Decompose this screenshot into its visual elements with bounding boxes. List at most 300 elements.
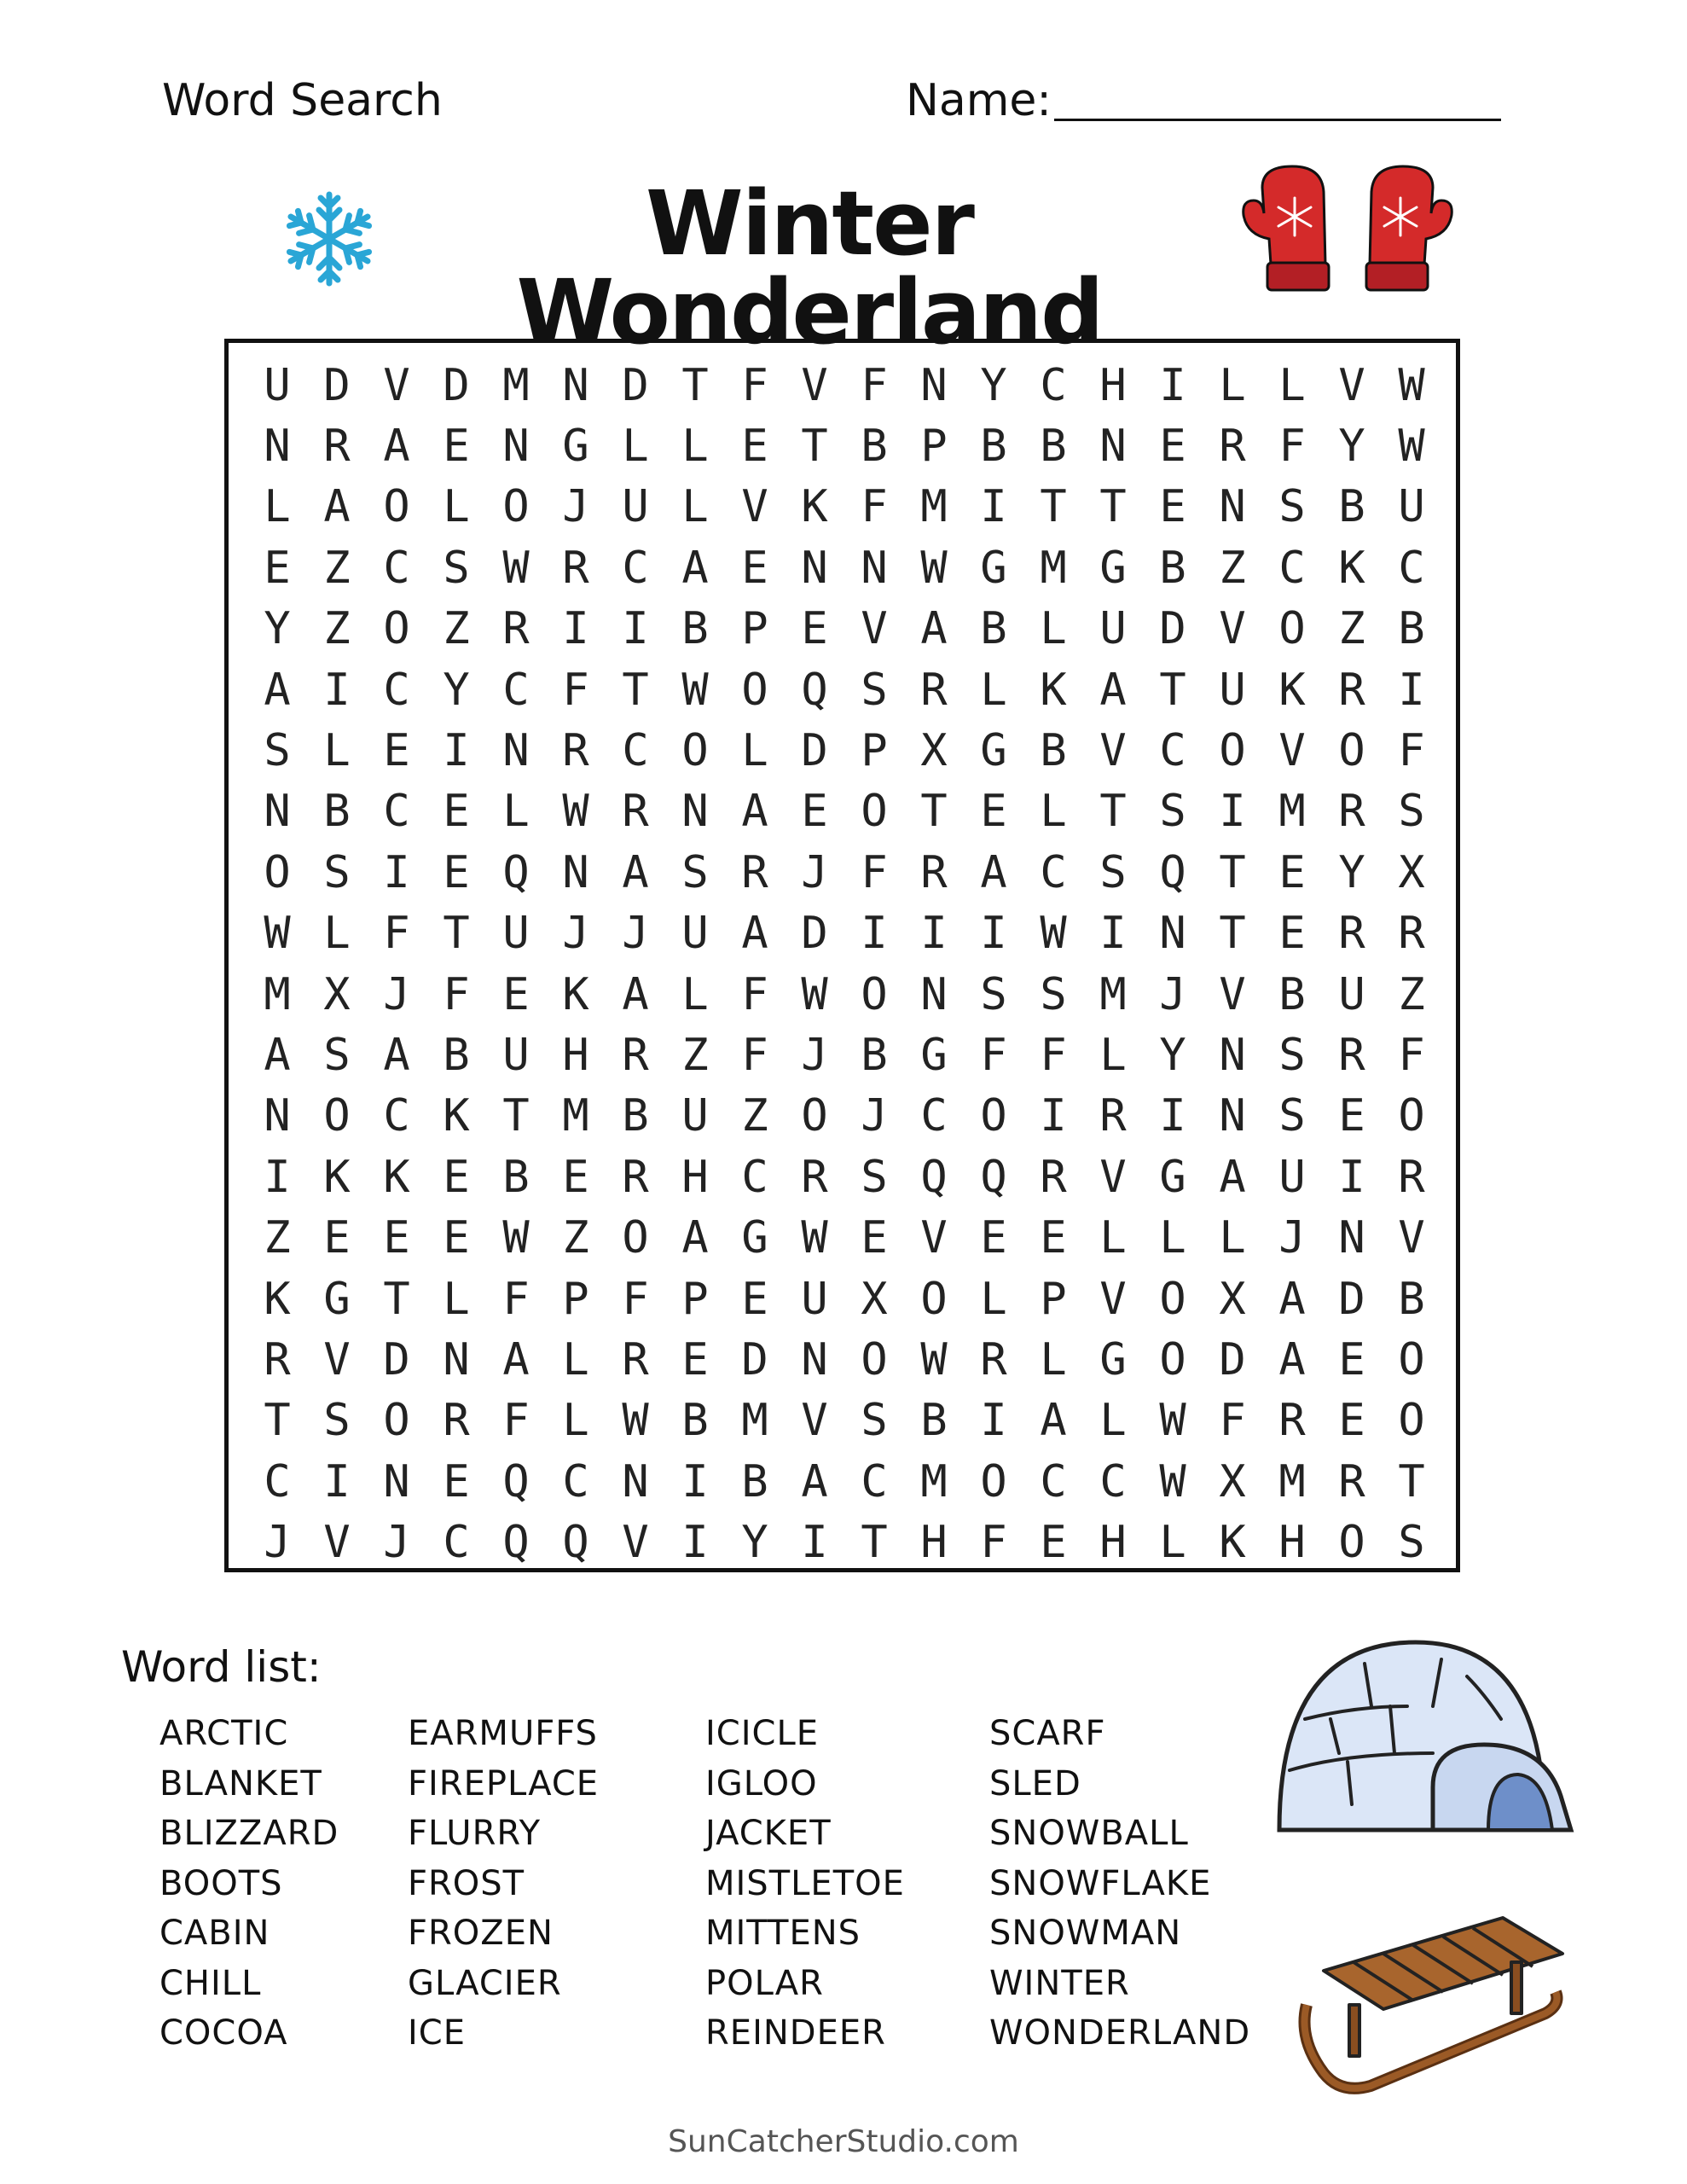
grid-letter[interactable]: Y bbox=[264, 603, 291, 655]
grid-letter[interactable]: Z bbox=[681, 1029, 709, 1081]
grid-letter[interactable]: Y bbox=[1159, 1029, 1186, 1081]
grid-letter[interactable]: A bbox=[681, 1212, 709, 1264]
grid-letter[interactable]: S bbox=[1278, 1090, 1306, 1142]
grid-letter[interactable]: F bbox=[383, 908, 410, 960]
grid-letter[interactable]: D bbox=[1338, 1273, 1365, 1325]
grid-letter[interactable]: K bbox=[1219, 1517, 1246, 1569]
grid-letter[interactable]: D bbox=[801, 725, 828, 777]
grid-letter[interactable]: F bbox=[861, 846, 888, 898]
grid-letter[interactable]: B bbox=[681, 1395, 709, 1447]
grid-letter[interactable]: R bbox=[264, 1333, 291, 1385]
grid-letter[interactable]: O bbox=[980, 1455, 1007, 1507]
grid-letter[interactable]: L bbox=[1278, 359, 1306, 411]
grid-letter[interactable]: H bbox=[1099, 359, 1127, 411]
grid-letter[interactable]: E bbox=[1278, 846, 1306, 898]
grid-letter[interactable]: O bbox=[801, 1090, 828, 1142]
grid-letter[interactable]: K bbox=[1278, 664, 1306, 716]
grid-letter[interactable]: G bbox=[1159, 1151, 1186, 1203]
grid-letter[interactable]: X bbox=[1398, 846, 1425, 898]
grid-letter[interactable]: L bbox=[681, 481, 709, 533]
grid-letter[interactable]: O bbox=[920, 1273, 948, 1325]
grid-letter[interactable]: B bbox=[1040, 421, 1067, 473]
grid-letter[interactable]: H bbox=[1278, 1517, 1306, 1569]
grid-letter[interactable]: W bbox=[1398, 359, 1425, 411]
grid-letter[interactable]: R bbox=[502, 603, 530, 655]
grid-letter[interactable]: C bbox=[1040, 846, 1067, 898]
grid-letter[interactable]: N bbox=[383, 1455, 410, 1507]
grid-letter[interactable]: Y bbox=[980, 359, 1007, 411]
grid-letter[interactable]: A bbox=[502, 1333, 530, 1385]
grid-letter[interactable]: G bbox=[980, 542, 1007, 594]
grid-letter[interactable]: A bbox=[801, 1455, 828, 1507]
grid-letter[interactable]: E bbox=[323, 1212, 351, 1264]
grid-letter[interactable]: Z bbox=[741, 1090, 768, 1142]
grid-letter[interactable]: I bbox=[323, 1455, 351, 1507]
grid-letter[interactable]: U bbox=[1338, 968, 1365, 1020]
grid-letter[interactable]: J bbox=[562, 481, 589, 533]
grid-letter[interactable]: J bbox=[1159, 968, 1186, 1020]
grid-letter[interactable]: E bbox=[1040, 1212, 1067, 1264]
grid-letter[interactable]: R bbox=[562, 725, 589, 777]
grid-letter[interactable]: F bbox=[1398, 1029, 1425, 1081]
grid-letter[interactable]: I bbox=[264, 1151, 291, 1203]
grid-letter[interactable]: D bbox=[1219, 1333, 1246, 1385]
grid-letter[interactable]: N bbox=[1219, 481, 1246, 533]
grid-letter[interactable]: E bbox=[1159, 421, 1186, 473]
grid-letter[interactable]: A bbox=[920, 603, 948, 655]
grid-letter[interactable]: N bbox=[622, 1455, 649, 1507]
grid-letter[interactable]: T bbox=[1099, 481, 1127, 533]
grid-letter[interactable]: I bbox=[1040, 1090, 1067, 1142]
grid-letter[interactable]: E bbox=[681, 1333, 709, 1385]
grid-letter[interactable]: D bbox=[741, 1333, 768, 1385]
grid-letter[interactable]: E bbox=[1338, 1333, 1365, 1385]
grid-letter[interactable]: K bbox=[801, 481, 828, 533]
grid-letter[interactable]: S bbox=[323, 846, 351, 898]
grid-letter[interactable]: C bbox=[264, 1455, 291, 1507]
grid-letter[interactable]: L bbox=[1159, 1212, 1186, 1264]
grid-letter[interactable]: O bbox=[1159, 1273, 1186, 1325]
grid-letter[interactable]: Z bbox=[323, 603, 351, 655]
grid-letter[interactable]: R bbox=[562, 542, 589, 594]
grid-letter[interactable]: O bbox=[1159, 1333, 1186, 1385]
name-field-line[interactable] bbox=[1054, 119, 1501, 121]
grid-letter[interactable]: K bbox=[1040, 664, 1067, 716]
grid-letter[interactable]: R bbox=[1398, 908, 1425, 960]
grid-letter[interactable]: L bbox=[1219, 1212, 1246, 1264]
grid-letter[interactable]: B bbox=[1338, 481, 1365, 533]
grid-letter[interactable]: U bbox=[1398, 481, 1425, 533]
grid-letter[interactable]: I bbox=[801, 1517, 828, 1569]
grid-letter[interactable]: B bbox=[1398, 603, 1425, 655]
grid-letter[interactable]: L bbox=[323, 908, 351, 960]
grid-letter[interactable]: P bbox=[562, 1273, 589, 1325]
grid-letter[interactable]: T bbox=[264, 1395, 291, 1447]
grid-letter[interactable]: Q bbox=[980, 1151, 1007, 1203]
grid-letter[interactable]: T bbox=[622, 664, 649, 716]
grid-letter[interactable]: F bbox=[741, 1029, 768, 1081]
grid-letter[interactable]: L bbox=[681, 421, 709, 473]
grid-letter[interactable]: L bbox=[443, 481, 470, 533]
grid-letter[interactable]: V bbox=[801, 359, 828, 411]
grid-letter[interactable]: O bbox=[383, 1395, 410, 1447]
grid-letter[interactable]: F bbox=[741, 968, 768, 1020]
grid-letter[interactable]: S bbox=[1398, 786, 1425, 838]
grid-letter[interactable]: S bbox=[1099, 846, 1127, 898]
grid-letter[interactable]: F bbox=[1219, 1395, 1246, 1447]
grid-letter[interactable]: B bbox=[443, 1029, 470, 1081]
grid-letter[interactable]: R bbox=[622, 1029, 649, 1081]
grid-letter[interactable]: B bbox=[980, 603, 1007, 655]
grid-letter[interactable]: O bbox=[323, 1090, 351, 1142]
grid-letter[interactable]: I bbox=[622, 603, 649, 655]
grid-letter[interactable]: A bbox=[622, 846, 649, 898]
grid-letter[interactable]: R bbox=[1338, 786, 1365, 838]
grid-letter[interactable]: A bbox=[741, 908, 768, 960]
grid-letter[interactable]: J bbox=[264, 1517, 291, 1569]
grid-letter[interactable]: Q bbox=[920, 1151, 948, 1203]
grid-letter[interactable]: T bbox=[1099, 786, 1127, 838]
grid-letter[interactable]: X bbox=[861, 1273, 888, 1325]
grid-letter[interactable]: I bbox=[1219, 786, 1246, 838]
grid-letter[interactable]: N bbox=[1099, 421, 1127, 473]
grid-letter[interactable]: I bbox=[920, 908, 948, 960]
grid-letter[interactable]: L bbox=[502, 786, 530, 838]
grid-letter[interactable]: N bbox=[502, 421, 530, 473]
grid-letter[interactable]: V bbox=[323, 1517, 351, 1569]
grid-letter[interactable]: C bbox=[562, 1455, 589, 1507]
grid-letter[interactable]: R bbox=[1338, 1455, 1365, 1507]
grid-letter[interactable]: D bbox=[323, 359, 351, 411]
grid-letter[interactable]: L bbox=[1099, 1395, 1127, 1447]
grid-letter[interactable]: N bbox=[920, 359, 948, 411]
grid-letter[interactable]: O bbox=[861, 1333, 888, 1385]
grid-letter[interactable]: E bbox=[562, 1151, 589, 1203]
grid-letter[interactable]: N bbox=[1159, 908, 1186, 960]
grid-letter[interactable]: F bbox=[502, 1273, 530, 1325]
grid-letter[interactable]: T bbox=[801, 421, 828, 473]
grid-letter[interactable]: S bbox=[980, 968, 1007, 1020]
grid-letter[interactable]: P bbox=[681, 1273, 709, 1325]
grid-letter[interactable]: Z bbox=[323, 542, 351, 594]
grid-letter[interactable]: L bbox=[1040, 786, 1067, 838]
grid-letter[interactable]: N bbox=[801, 542, 828, 594]
grid-letter[interactable]: C bbox=[383, 664, 410, 716]
grid-letter[interactable]: E bbox=[1338, 1090, 1365, 1142]
grid-letter[interactable]: Z bbox=[264, 1212, 291, 1264]
grid-letter[interactable]: K bbox=[323, 1151, 351, 1203]
grid-letter[interactable]: I bbox=[980, 908, 1007, 960]
grid-letter[interactable]: W bbox=[801, 968, 828, 1020]
grid-letter[interactable]: V bbox=[1338, 359, 1365, 411]
grid-letter[interactable]: C bbox=[383, 1090, 410, 1142]
grid-letter[interactable]: G bbox=[741, 1212, 768, 1264]
grid-letter[interactable]: W bbox=[681, 664, 709, 716]
grid-letter[interactable]: M bbox=[920, 481, 948, 533]
grid-letter[interactable]: E bbox=[741, 542, 768, 594]
grid-letter[interactable]: A bbox=[383, 1029, 410, 1081]
grid-letter[interactable]: L bbox=[1040, 603, 1067, 655]
grid-letter[interactable]: N bbox=[562, 359, 589, 411]
grid-letter[interactable]: C bbox=[1278, 542, 1306, 594]
grid-letter[interactable]: A bbox=[323, 481, 351, 533]
grid-letter[interactable]: C bbox=[383, 542, 410, 594]
grid-letter[interactable]: F bbox=[861, 481, 888, 533]
grid-letter[interactable]: W bbox=[920, 542, 948, 594]
grid-letter[interactable]: Z bbox=[443, 603, 470, 655]
grid-letter[interactable]: W bbox=[562, 786, 589, 838]
grid-letter[interactable]: E bbox=[443, 1151, 470, 1203]
grid-letter[interactable]: X bbox=[1219, 1273, 1246, 1325]
grid-letter[interactable]: W bbox=[1159, 1455, 1186, 1507]
grid-letter[interactable]: R bbox=[1338, 908, 1365, 960]
grid-letter[interactable]: B bbox=[861, 1029, 888, 1081]
grid-letter[interactable]: Z bbox=[1338, 603, 1365, 655]
grid-letter[interactable]: J bbox=[562, 908, 589, 960]
grid-letter[interactable]: B bbox=[980, 421, 1007, 473]
grid-letter[interactable]: C bbox=[383, 786, 410, 838]
grid-letter[interactable]: M bbox=[562, 1090, 589, 1142]
grid-letter[interactable]: J bbox=[861, 1090, 888, 1142]
grid-letter[interactable]: V bbox=[1219, 603, 1246, 655]
grid-letter[interactable]: I bbox=[681, 1455, 709, 1507]
grid-letter[interactable]: R bbox=[1398, 1151, 1425, 1203]
grid-letter[interactable]: S bbox=[861, 1151, 888, 1203]
grid-letter[interactable]: W bbox=[502, 542, 530, 594]
grid-letter[interactable]: K bbox=[1338, 542, 1365, 594]
grid-letter[interactable]: S bbox=[323, 1395, 351, 1447]
grid-letter[interactable]: I bbox=[1338, 1151, 1365, 1203]
grid-letter[interactable]: M bbox=[741, 1395, 768, 1447]
grid-letter[interactable]: I bbox=[562, 603, 589, 655]
grid-letter[interactable]: D bbox=[383, 1333, 410, 1385]
grid-letter[interactable]: T bbox=[383, 1273, 410, 1325]
grid-letter[interactable]: N bbox=[1219, 1029, 1246, 1081]
grid-letter[interactable]: R bbox=[1338, 1029, 1365, 1081]
grid-letter[interactable]: C bbox=[1398, 542, 1425, 594]
grid-letter[interactable]: V bbox=[323, 1333, 351, 1385]
grid-letter[interactable]: X bbox=[323, 968, 351, 1020]
grid-letter[interactable]: E bbox=[801, 786, 828, 838]
grid-letter[interactable]: A bbox=[264, 664, 291, 716]
grid-letter[interactable]: K bbox=[562, 968, 589, 1020]
grid-letter[interactable]: B bbox=[681, 603, 709, 655]
grid-letter[interactable]: C bbox=[622, 542, 649, 594]
grid-letter[interactable]: X bbox=[920, 725, 948, 777]
grid-letter[interactable]: I bbox=[980, 1395, 1007, 1447]
grid-letter[interactable]: B bbox=[920, 1395, 948, 1447]
grid-letter[interactable]: R bbox=[920, 664, 948, 716]
grid-letter[interactable]: F bbox=[1398, 725, 1425, 777]
grid-letter[interactable]: E bbox=[443, 846, 470, 898]
grid-letter[interactable]: V bbox=[801, 1395, 828, 1447]
grid-letter[interactable]: M bbox=[264, 968, 291, 1020]
grid-letter[interactable]: E bbox=[502, 968, 530, 1020]
grid-letter[interactable]: E bbox=[1159, 481, 1186, 533]
grid-letter[interactable]: J bbox=[801, 846, 828, 898]
grid-letter[interactable]: N bbox=[502, 725, 530, 777]
grid-letter[interactable]: I bbox=[323, 664, 351, 716]
grid-letter[interactable]: T bbox=[443, 908, 470, 960]
grid-letter[interactable]: C bbox=[741, 1151, 768, 1203]
grid-letter[interactable]: I bbox=[861, 908, 888, 960]
grid-letter[interactable]: O bbox=[383, 481, 410, 533]
grid-letter[interactable]: D bbox=[443, 359, 470, 411]
grid-letter[interactable]: G bbox=[1099, 1333, 1127, 1385]
grid-letter[interactable]: L bbox=[562, 1395, 589, 1447]
grid-letter[interactable]: L bbox=[1159, 1517, 1186, 1569]
grid-letter[interactable]: K bbox=[264, 1273, 291, 1325]
grid-letter[interactable]: A bbox=[741, 786, 768, 838]
grid-letter[interactable]: L bbox=[1099, 1029, 1127, 1081]
grid-letter[interactable]: F bbox=[861, 359, 888, 411]
grid-letter[interactable]: H bbox=[920, 1517, 948, 1569]
grid-letter[interactable]: M bbox=[920, 1455, 948, 1507]
grid-letter[interactable]: L bbox=[323, 725, 351, 777]
grid-letter[interactable]: G bbox=[1099, 542, 1127, 594]
grid-letter[interactable]: E bbox=[741, 1273, 768, 1325]
grid-letter[interactable]: U bbox=[681, 1090, 709, 1142]
grid-letter[interactable]: O bbox=[1219, 725, 1246, 777]
grid-letter[interactable]: L bbox=[562, 1333, 589, 1385]
grid-letter[interactable]: K bbox=[443, 1090, 470, 1142]
grid-letter[interactable]: F bbox=[1278, 421, 1306, 473]
grid-letter[interactable]: D bbox=[622, 359, 649, 411]
grid-letter[interactable]: O bbox=[1338, 1517, 1365, 1569]
grid-letter[interactable]: B bbox=[502, 1151, 530, 1203]
grid-letter[interactable]: P bbox=[741, 603, 768, 655]
grid-letter[interactable]: S bbox=[1040, 968, 1067, 1020]
grid-letter[interactable]: Y bbox=[1338, 846, 1365, 898]
grid-letter[interactable]: A bbox=[1278, 1333, 1306, 1385]
grid-letter[interactable]: C bbox=[920, 1090, 948, 1142]
grid-letter[interactable]: I bbox=[443, 725, 470, 777]
grid-letter[interactable]: N bbox=[264, 1090, 291, 1142]
grid-letter[interactable]: I bbox=[1398, 664, 1425, 716]
grid-letter[interactable]: G bbox=[920, 1029, 948, 1081]
grid-letter[interactable]: S bbox=[861, 1395, 888, 1447]
grid-letter[interactable]: T bbox=[502, 1090, 530, 1142]
grid-letter[interactable]: A bbox=[383, 421, 410, 473]
grid-letter[interactable]: V bbox=[1099, 725, 1127, 777]
grid-letter[interactable]: E bbox=[443, 1212, 470, 1264]
grid-letter[interactable]: L bbox=[1040, 1333, 1067, 1385]
grid-letter[interactable]: I bbox=[1099, 908, 1127, 960]
grid-letter[interactable]: U bbox=[622, 481, 649, 533]
grid-letter[interactable]: U bbox=[681, 908, 709, 960]
grid-letter[interactable]: T bbox=[1159, 664, 1186, 716]
grid-letter[interactable]: O bbox=[622, 1212, 649, 1264]
grid-letter[interactable]: T bbox=[920, 786, 948, 838]
grid-letter[interactable]: T bbox=[1398, 1455, 1425, 1507]
grid-letter[interactable]: W bbox=[1398, 421, 1425, 473]
grid-letter[interactable]: O bbox=[681, 725, 709, 777]
grid-letter[interactable]: U bbox=[801, 1273, 828, 1325]
grid-letter[interactable]: U bbox=[502, 1029, 530, 1081]
grid-letter[interactable]: N bbox=[443, 1333, 470, 1385]
grid-letter[interactable]: E bbox=[383, 1212, 410, 1264]
grid-letter[interactable]: R bbox=[1219, 421, 1246, 473]
grid-letter[interactable]: W bbox=[264, 908, 291, 960]
grid-letter[interactable]: Z bbox=[562, 1212, 589, 1264]
grid-letter[interactable]: J bbox=[622, 908, 649, 960]
grid-letter[interactable]: V bbox=[861, 603, 888, 655]
grid-letter[interactable]: V bbox=[622, 1517, 649, 1569]
grid-letter[interactable]: I bbox=[1159, 1090, 1186, 1142]
grid-letter[interactable]: E bbox=[264, 542, 291, 594]
grid-letter[interactable]: J bbox=[383, 1517, 410, 1569]
grid-letter[interactable]: N bbox=[681, 786, 709, 838]
grid-letter[interactable]: U bbox=[264, 359, 291, 411]
grid-letter[interactable]: P bbox=[920, 421, 948, 473]
grid-letter[interactable]: S bbox=[1398, 1517, 1425, 1569]
grid-letter[interactable]: E bbox=[741, 421, 768, 473]
grid-letter[interactable]: W bbox=[801, 1212, 828, 1264]
grid-letter[interactable]: N bbox=[920, 968, 948, 1020]
grid-letter[interactable]: U bbox=[1219, 664, 1246, 716]
grid-letter[interactable]: J bbox=[1278, 1212, 1306, 1264]
grid-letter[interactable]: R bbox=[622, 1151, 649, 1203]
grid-letter[interactable]: W bbox=[1040, 908, 1067, 960]
grid-letter[interactable]: B bbox=[1398, 1273, 1425, 1325]
grid-letter[interactable]: L bbox=[1219, 359, 1246, 411]
grid-letter[interactable]: R bbox=[323, 421, 351, 473]
grid-letter[interactable]: C bbox=[502, 664, 530, 716]
grid-letter[interactable]: B bbox=[1278, 968, 1306, 1020]
grid-letter[interactable]: O bbox=[980, 1090, 1007, 1142]
grid-letter[interactable]: C bbox=[1040, 359, 1067, 411]
grid-letter[interactable]: E bbox=[1338, 1395, 1365, 1447]
grid-letter[interactable]: W bbox=[502, 1212, 530, 1264]
grid-letter[interactable]: V bbox=[1219, 968, 1246, 1020]
grid-letter[interactable]: C bbox=[622, 725, 649, 777]
grid-letter[interactable]: A bbox=[1040, 1395, 1067, 1447]
grid-letter[interactable]: L bbox=[980, 664, 1007, 716]
grid-letter[interactable]: W bbox=[920, 1333, 948, 1385]
grid-letter[interactable]: R bbox=[1040, 1151, 1067, 1203]
grid-letter[interactable]: U bbox=[1099, 603, 1127, 655]
grid-letter[interactable]: N bbox=[861, 542, 888, 594]
grid-letter[interactable]: N bbox=[264, 421, 291, 473]
grid-letter[interactable]: V bbox=[1099, 1151, 1127, 1203]
grid-letter[interactable]: O bbox=[741, 664, 768, 716]
grid-letter[interactable]: F bbox=[741, 359, 768, 411]
grid-letter[interactable]: T bbox=[1219, 908, 1246, 960]
grid-letter[interactable]: Q bbox=[1159, 846, 1186, 898]
grid-letter[interactable]: X bbox=[1219, 1455, 1246, 1507]
grid-letter[interactable]: C bbox=[1040, 1455, 1067, 1507]
grid-letter[interactable]: H bbox=[562, 1029, 589, 1081]
grid-letter[interactable]: V bbox=[1278, 725, 1306, 777]
grid-letter[interactable]: C bbox=[861, 1455, 888, 1507]
grid-letter[interactable]: A bbox=[1219, 1151, 1246, 1203]
grid-letter[interactable]: G bbox=[323, 1273, 351, 1325]
grid-letter[interactable]: I bbox=[681, 1517, 709, 1569]
grid-letter[interactable]: S bbox=[1278, 481, 1306, 533]
grid-letter[interactable]: E bbox=[980, 1212, 1007, 1264]
grid-letter[interactable]: R bbox=[1099, 1090, 1127, 1142]
grid-letter[interactable]: L bbox=[264, 481, 291, 533]
grid-letter[interactable]: C bbox=[1099, 1455, 1127, 1507]
grid-letter[interactable]: S bbox=[323, 1029, 351, 1081]
grid-letter[interactable]: I bbox=[383, 846, 410, 898]
grid-letter[interactable]: L bbox=[443, 1273, 470, 1325]
grid-letter[interactable]: D bbox=[801, 908, 828, 960]
grid-letter[interactable]: R bbox=[741, 846, 768, 898]
grid-letter[interactable]: S bbox=[264, 725, 291, 777]
grid-letter[interactable]: F bbox=[1040, 1029, 1067, 1081]
grid-letter[interactable]: V bbox=[920, 1212, 948, 1264]
